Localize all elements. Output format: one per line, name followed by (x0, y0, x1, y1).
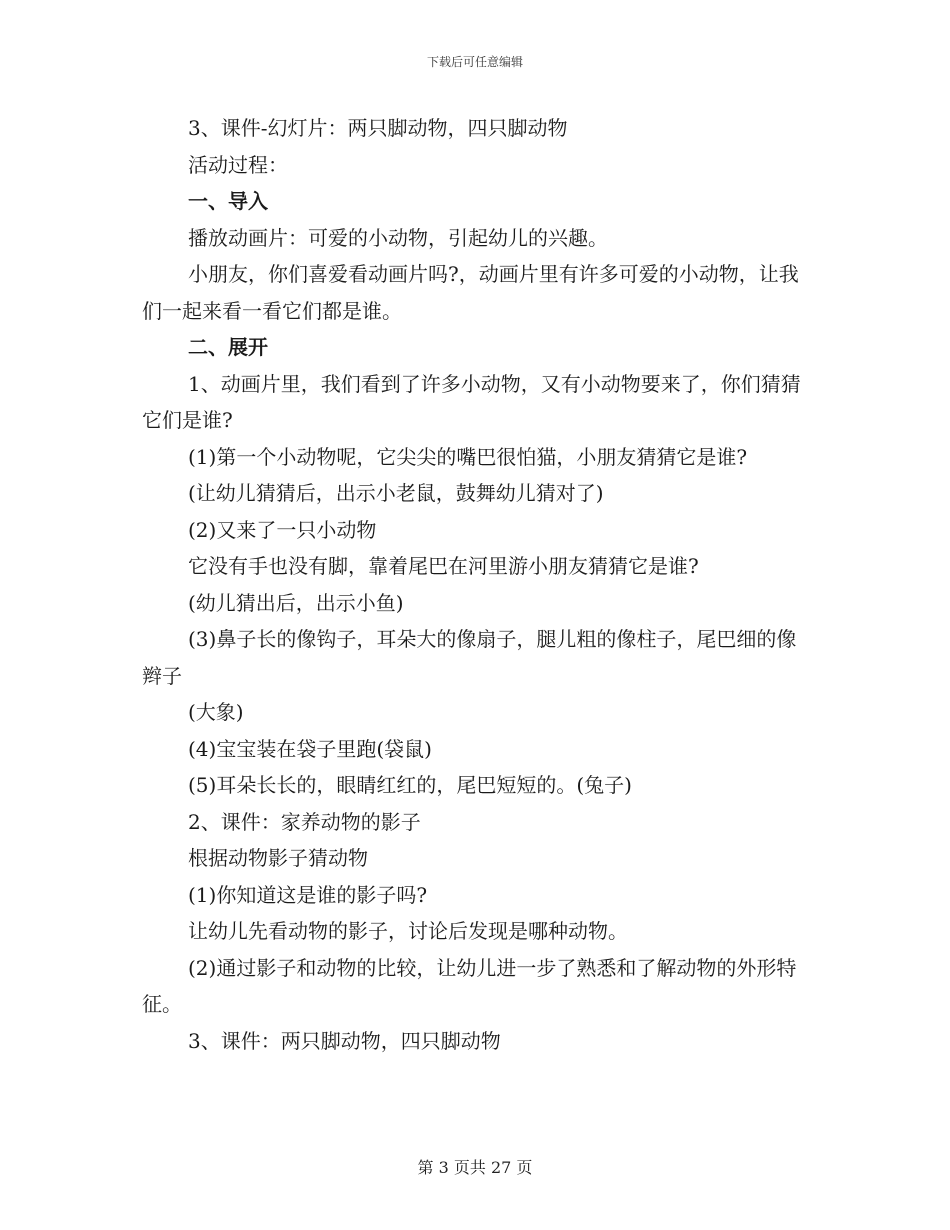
paragraph: (5)耳朵长长的，眼睛红红的，尾巴短短的。(兔子) (188, 773, 632, 797)
paragraph: 3、课件：两只脚动物，四只脚动物 (188, 1028, 501, 1053)
document-body (142, 110, 810, 1059)
paragraph: (1)第一个小动物呢，它尖尖的嘴巴很怕猫，小朋友猜猜它是谁? (188, 444, 748, 469)
page-header-note: 下载后可任意编辑 (426, 55, 523, 69)
paragraph: 根据动物影子猜动物 (188, 846, 368, 870)
paragraph: (让幼儿猜猜后，出示小老鼠，鼓舞幼儿猜对了) (188, 481, 604, 505)
paragraph: 3、课件-幻灯片：两只脚动物，四只脚动物 (188, 116, 568, 140)
page-number-footer: 第 3 页共 27 页 (417, 1158, 533, 1177)
paragraph: 活动过程： (188, 152, 288, 177)
paragraph: (2)又来了一只小动物 (188, 517, 377, 542)
paragraph: 1、动画片里，我们看到了许多小动物，又有小动物要来了，你们猜猜它们是谁? (142, 371, 801, 432)
paragraph: 播放动画片：可爱的小动物，引起幼儿的兴趣。 (188, 225, 608, 250)
paragraph: (4)宝宝装在袋子里跑(袋鼠) (188, 736, 432, 761)
paragraph: 它没有手也没有脚，靠着尾巴在河里游小朋友猜猜它是谁? (188, 554, 699, 578)
paragraph: 让幼儿先看动物的影子，讨论后发现是哪种动物。 (188, 919, 628, 943)
paragraph: (1)你知道这是谁的影子吗? (188, 882, 428, 907)
paragraph: (幼儿猜出后，出示小鱼) (188, 590, 404, 615)
paragraph: (3)鼻子长的像钩子，耳朵大的像扇子，腿儿粗的像柱子，尾巴细的像辫子 (142, 627, 797, 688)
paragraph: 2、课件：家养动物的影子 (188, 809, 421, 834)
paragraph: (2)通过影子和动物的比较，让幼儿进一步了熟悉和了解动物的外形特征。 (142, 955, 797, 1016)
paragraph: 小朋友，你们喜爱看动画片吗?，动画片里有许多可爱的小动物，让我们一起来看一看它们都是谁。 (142, 262, 799, 323)
section-heading: 二、展开 (188, 335, 268, 359)
paragraph: (大象) (188, 700, 244, 724)
section-heading: 一、导入 (188, 189, 268, 213)
